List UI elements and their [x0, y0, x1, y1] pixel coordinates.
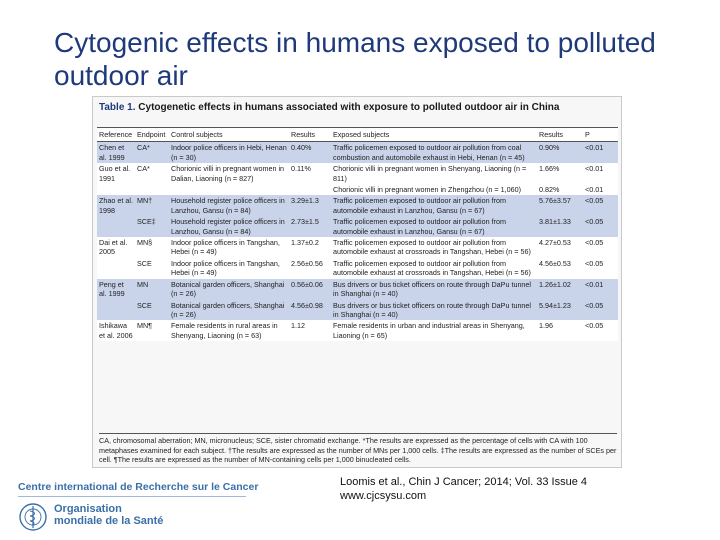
header-reference: Reference — [97, 128, 135, 142]
header-endpoint: Endpoint — [135, 128, 169, 142]
table-image — [92, 96, 622, 468]
table-row — [97, 163, 618, 184]
cell-control-subjects: Botanical garden officers, Shanghai (n = 26) — [169, 300, 289, 321]
cell-exposed-subjects: Traffic policemen exposed to outdoor air pollution from automobile exhaust in Lanzhou, Gansu (n = 67) — [331, 216, 537, 237]
cell-control-results — [289, 184, 331, 195]
slide-title-line1: Cytogenic effects in humans exposed to polluted — [54, 27, 656, 58]
cell-control-subjects: Indoor police officers in Tangshan, Hebei (n = 49) — [169, 237, 289, 258]
cell-control-subjects — [169, 184, 289, 195]
cell-exposed-results: 5.94±1.23 — [537, 300, 583, 321]
cell-endpoint — [135, 184, 169, 195]
table-row — [97, 258, 618, 279]
cell-p-value: <0.01 — [583, 279, 618, 300]
table-caption — [99, 102, 559, 113]
cell-endpoint: MN§ — [135, 237, 169, 258]
cell-control-subjects: Household register police officers in Lanzhou, Gansu (n = 84) — [169, 216, 289, 237]
table-footnote: CA, chromosomal aberration; MN, micronucleus; SCE, sister chromatid exchange. *The results are expressed as the percentage of cells with CA with 100 metaphases examined for each subject. †The results are expressed as the number of MNs per 1,000 cells. ‡The results are expressed as the number of SCEs per cell. ¶The results are expressed as the number of MN-containing cells per 1,000 binucleated cells. — [99, 433, 617, 465]
cell-exposed-results: 1.66% — [537, 163, 583, 184]
cell-exposed-results: 4.27±0.53 — [537, 237, 583, 258]
cell-p-value: <0.05 — [583, 300, 618, 321]
table-row — [97, 195, 618, 216]
citation — [340, 475, 587, 503]
cell-exposed-results: 0.82% — [537, 184, 583, 195]
cell-p-value: <0.05 — [583, 320, 618, 341]
table-row — [97, 279, 618, 300]
header-control-results: Results — [289, 128, 331, 142]
cell-reference: Peng et al. 1999 — [97, 279, 135, 300]
cell-endpoint: CA* — [135, 163, 169, 184]
cell-control-results: 0.56±0.06 — [289, 279, 331, 300]
cell-endpoint: CA* — [135, 142, 169, 163]
cell-reference: Chen et al. 1999 — [97, 142, 135, 163]
table-row — [97, 300, 618, 321]
cell-p-value: <0.05 — [583, 216, 618, 237]
table-body — [97, 142, 618, 341]
cell-control-subjects: Botanical garden officers, Shanghai (n = 26) — [169, 279, 289, 300]
cell-reference: Zhao et al. 1998 — [97, 195, 135, 216]
cell-reference — [97, 216, 135, 237]
cell-exposed-subjects: Traffic policemen exposed to outdoor air pollution from automobile exhaust in Lanzhou, Gansu (n = 67) — [331, 195, 537, 216]
cell-control-results: 0.40% — [289, 142, 331, 163]
who-emblem-icon — [18, 502, 48, 532]
who-name — [54, 503, 163, 527]
header-control-subjects: Control subjects — [169, 128, 289, 142]
header-p-value: P — [583, 128, 618, 142]
table-row — [97, 142, 618, 163]
cell-control-results: 4.56±0.98 — [289, 300, 331, 321]
cell-control-results: 1.37±0.2 — [289, 237, 331, 258]
cell-endpoint: SCE — [135, 300, 169, 321]
table-row — [97, 237, 618, 258]
cell-reference: Ishikawa et al. 2006 — [97, 320, 135, 341]
iarc-name: Centre international de Recherche sur le Cancer — [18, 481, 259, 493]
cell-exposed-subjects: Traffic policemen exposed to outdoor air pollution from automobile exhaust at crossroads in Tangshan, Hebei (n = 56) — [331, 237, 537, 258]
cell-reference — [97, 184, 135, 195]
cell-endpoint: MN¶ — [135, 320, 169, 341]
cell-exposed-results: 1.96 — [537, 320, 583, 341]
cell-exposed-results: 4.56±0.53 — [537, 258, 583, 279]
cell-control-subjects: Indoor police officers in Hebi, Henan (n = 30) — [169, 142, 289, 163]
who-name-line2: mondiale de la Santé — [54, 515, 164, 527]
cell-endpoint: MN — [135, 279, 169, 300]
footer-divider — [18, 496, 246, 497]
slide-title-line2: outdoor air — [54, 60, 188, 91]
cell-control-subjects: Female residents in rural areas in Shenyang, Liaoning (n = 63) — [169, 320, 289, 341]
cell-exposed-subjects: Traffic policemen exposed to outdoor air pollution from automobile exhaust at crossroads in Tangshan, Hebei (n = 56) — [331, 258, 537, 279]
data-table — [97, 127, 618, 341]
citation-line1: Loomis et al., Chin J Cancer; 2014; Vol. 33 Issue 4 — [340, 476, 588, 488]
cell-exposed-results: 5.76±3.57 — [537, 195, 583, 216]
cell-p-value: <0.05 — [583, 195, 618, 216]
cell-control-subjects: Chorionic villi in pregnant women in Dalian, Liaoning (n = 827) — [169, 163, 289, 184]
cell-endpoint: SCE‡ — [135, 216, 169, 237]
cell-exposed-results: 0.90% — [537, 142, 583, 163]
table-header-row — [97, 128, 618, 142]
cell-p-value: <0.01 — [583, 163, 618, 184]
cell-reference: Guo et al. 1991 — [97, 163, 135, 184]
cell-p-value: <0.01 — [583, 184, 618, 195]
cell-control-results: 3.29±1.3 — [289, 195, 331, 216]
cell-exposed-subjects: Chorionic villi in pregnant women in Zhengzhou (n = 1,060) — [331, 184, 537, 195]
table-caption-text: Cytogenetic effects in humans associated with exposure to polluted outdoor air in China — [138, 102, 560, 113]
cell-control-results: 1.12 — [289, 320, 331, 341]
cell-reference — [97, 300, 135, 321]
cell-control-subjects: Indoor police officers in Tangshan, Hebei (n = 49) — [169, 258, 289, 279]
slide-title — [54, 26, 694, 92]
citation-url: www.cjcsysu.com — [340, 490, 427, 502]
cell-exposed-subjects: Female residents in urban and industrial areas in Shenyang, Liaoning (n = 65) — [331, 320, 537, 341]
who-name-line1: Organisation — [54, 503, 122, 515]
cell-control-subjects: Household register police officers in Lanzhou, Gansu (n = 84) — [169, 195, 289, 216]
cell-control-results: 2.73±1.5 — [289, 216, 331, 237]
cell-reference — [97, 258, 135, 279]
cell-exposed-subjects: Bus drivers or bus ticket officers on route through DaPu tunnel in Shanghai (n = 40) — [331, 279, 537, 300]
cell-exposed-results: 1.26±1.02 — [537, 279, 583, 300]
cell-control-results: 0.11% — [289, 163, 331, 184]
cell-p-value: <0.05 — [583, 258, 618, 279]
header-exposed-results: Results — [537, 128, 583, 142]
cell-exposed-subjects: Bus drivers or bus ticket officers on route through DaPu tunnel in Shanghai (n = 40) — [331, 300, 537, 321]
cell-exposed-results: 3.81±1.33 — [537, 216, 583, 237]
cell-reference: Dai et al. 2005 — [97, 237, 135, 258]
cell-p-value: <0.05 — [583, 237, 618, 258]
cell-p-value: <0.01 — [583, 142, 618, 163]
cell-exposed-subjects: Chorionic villi in pregnant women in Shenyang, Liaoning (n = 811) — [331, 163, 537, 184]
cell-endpoint: SCE — [135, 258, 169, 279]
cell-control-results: 2.56±0.56 — [289, 258, 331, 279]
cell-endpoint: MN† — [135, 195, 169, 216]
header-exposed-subjects: Exposed subjects — [331, 128, 537, 142]
table-row — [97, 184, 618, 195]
cell-exposed-subjects: Traffic policemen exposed to outdoor air pollution from coal combustion and automobile exhaust in Hebi, Henan (n = 45) — [331, 142, 537, 163]
table-row — [97, 216, 618, 237]
table-caption-label: Table 1. — [99, 102, 136, 113]
table-row — [97, 320, 618, 341]
